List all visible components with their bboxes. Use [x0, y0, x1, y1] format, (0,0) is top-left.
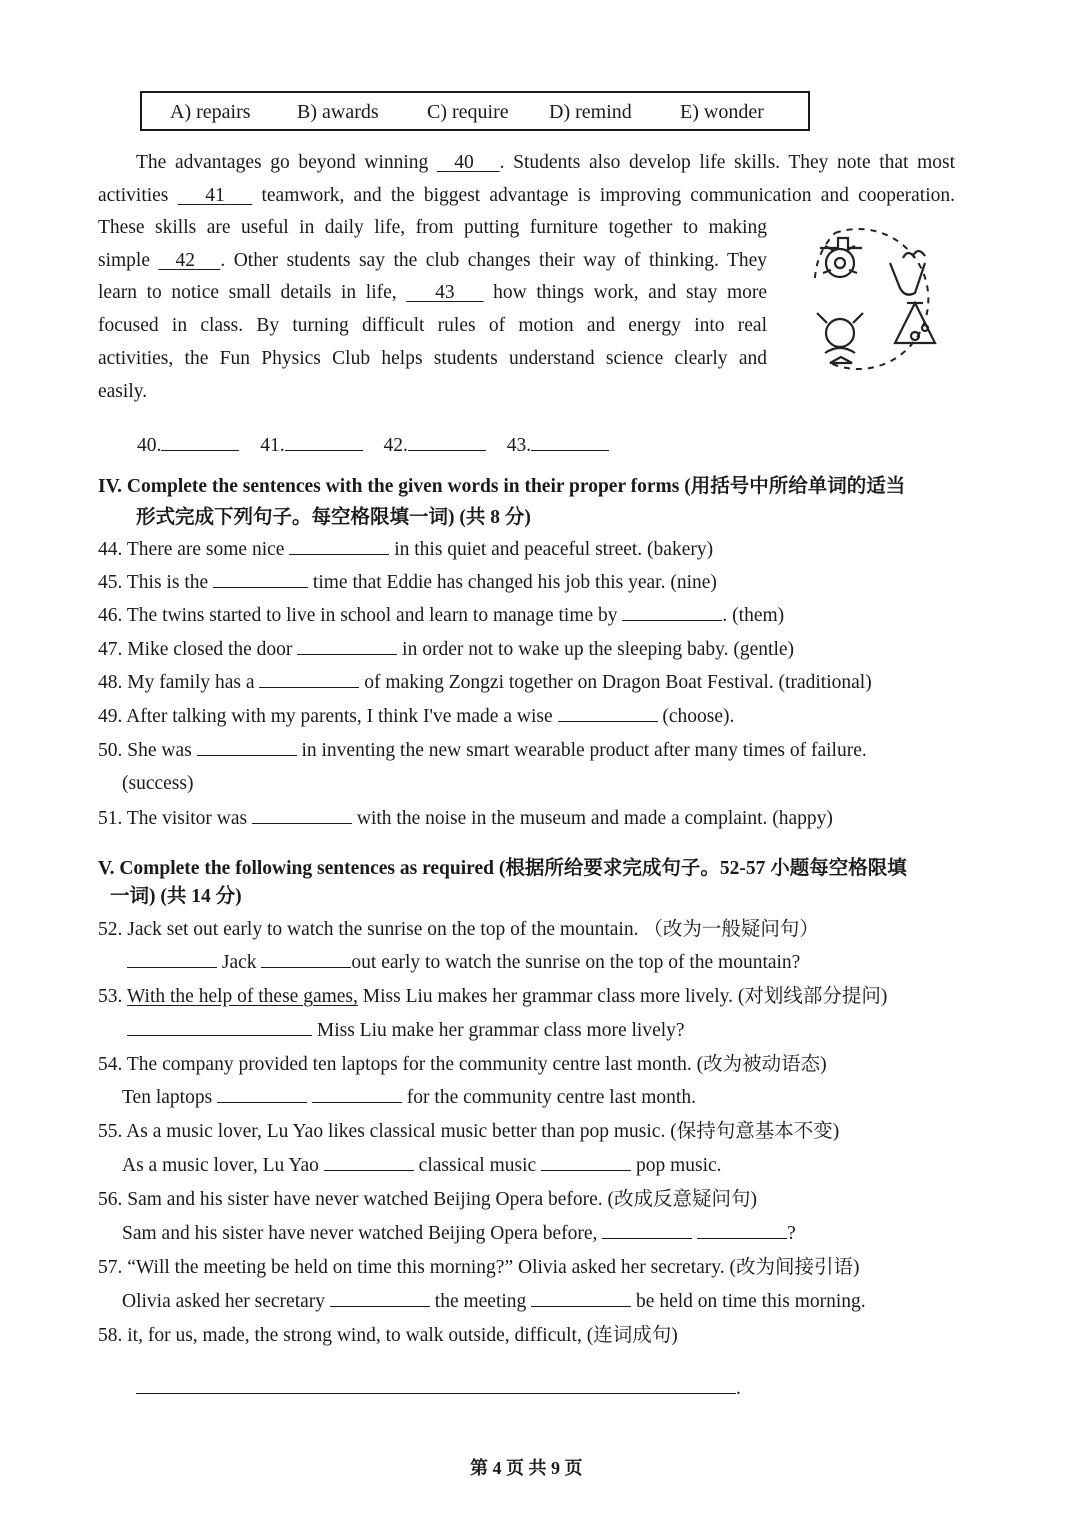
- answer-blank-42: 42: [175, 249, 195, 271]
- answer-line-40-43: 40. 41. 42. 43.: [137, 431, 609, 461]
- answer-58: .: [136, 1374, 741, 1404]
- question-48: 48. My family has a of making Zongzi together on Dragon Boat Festival. (traditional): [98, 668, 872, 698]
- question-50-cont: (success): [122, 773, 194, 794]
- question-58: 58. it, for us, made, the strong wind, to walk outside, difficult, (连词成句): [98, 1325, 678, 1346]
- question-44: 44. There are some nice in this quiet and peaceful street. (bakery): [98, 535, 713, 565]
- word-bank-box: [140, 91, 810, 131]
- question-55: 55. As a music lover, Lu Yao likes classical music better than pop music. (保持句意基本不变): [98, 1121, 840, 1142]
- question-56: 56. Sam and his sister have never watched Beijing Opera before. (改成反意疑问句): [98, 1189, 758, 1210]
- word-option: C) require: [427, 101, 509, 123]
- blank-54b[interactable]: [312, 1084, 402, 1103]
- passage-line: easily.: [98, 380, 148, 402]
- blank-44[interactable]: [289, 536, 389, 555]
- blank-52b[interactable]: [261, 949, 351, 968]
- question-57: 57. “Will the meeting be held on time this morning?” Olivia asked her secretary. (改为间接引语): [98, 1257, 860, 1278]
- blank-48[interactable]: [259, 669, 359, 688]
- blank-57a[interactable]: [330, 1288, 430, 1307]
- question-53: 53. With the help of these games, Miss Liu makes her grammar class more lively. (对划线部分提问): [98, 986, 888, 1007]
- answer-57: Olivia asked her secretary the meeting be held on time this morning.: [122, 1287, 866, 1317]
- blank-57b[interactable]: [531, 1288, 631, 1307]
- answer-52: Jack out early to watch the sunrise on the top of the mountain?: [127, 948, 800, 978]
- blank-55a[interactable]: [324, 1152, 414, 1171]
- blank-56b[interactable]: [697, 1220, 787, 1239]
- word-option: B) awards: [297, 101, 379, 123]
- question-45: 45. This is the time that Eddie has changed his job this year. (nine): [98, 568, 717, 598]
- blank-46[interactable]: [622, 602, 722, 621]
- blank-58[interactable]: [136, 1375, 736, 1394]
- blank-50[interactable]: [197, 737, 297, 756]
- blank-47[interactable]: [297, 636, 397, 655]
- question-47: 47. Mike closed the door in order not to wake up the sleeping baby. (gentle): [98, 635, 794, 665]
- blank-52a[interactable]: [127, 949, 217, 968]
- answer-55: As a music lover, Lu Yao classical music pop music.: [122, 1151, 722, 1181]
- blank-53a[interactable]: [127, 1017, 217, 1036]
- answer-56: Sam and his sister have never watched Beijing Opera before, ?: [122, 1219, 796, 1249]
- question-52: 52. Jack set out early to watch the sunrise on the top of the mountain. （改为一般疑问句）: [98, 919, 819, 940]
- answer-53: Miss Liu make her grammar class more lively?: [127, 1016, 685, 1046]
- answer-54: Ten laptops for the community centre last month.: [122, 1083, 696, 1113]
- question-46: 46. The twins started to live in school and learn to manage time by . (them): [98, 601, 784, 631]
- question-50: 50. She was in inventing the new smart wearable product after many times of failure.: [98, 736, 867, 766]
- passage-line: These skills are useful in daily life, from putting furniture together to making: [98, 217, 767, 238]
- passage-top: [98, 147, 955, 212]
- section4-title-cont: 形式完成下列句子。每空格限填一词) (共 8 分): [136, 507, 531, 528]
- science-illustration: [795, 218, 955, 378]
- passage-line: The advantages go beyond winning 40 . Students also develop life skills. They note that most: [136, 152, 956, 173]
- passage-line: learn to notice small details in life, 43 how things work, and stay more: [98, 282, 768, 304]
- blank-45[interactable]: [213, 569, 308, 588]
- blank-51[interactable]: [252, 805, 352, 824]
- passage-line: focused in class. By turning difficult rules of motion and energy into real: [98, 315, 767, 337]
- passage-line: activities, the Fun Physics Club helps students understand science clearly and: [98, 347, 767, 369]
- blank-49[interactable]: [558, 703, 658, 722]
- passage-wrapped: [98, 212, 767, 408]
- answer-blank-41: 41: [205, 184, 225, 206]
- section4-title: IV. Complete the sentences with the given words in their proper forms (用括号中所给单词的适当: [98, 476, 906, 497]
- section5-title: V. Complete the following sentences as required (根据所给要求完成句子。52-57 小题每空格限填: [98, 858, 907, 879]
- section5-title-cont: 一词) (共 14 分): [110, 886, 242, 907]
- answer-blank-40: 40: [454, 152, 474, 173]
- blank-53b[interactable]: [217, 1017, 312, 1036]
- word-option: A) repairs: [170, 101, 251, 123]
- question-54: 54. The company provided ten laptops for the community centre last month. (改为被动语态): [98, 1054, 827, 1075]
- passage-line: simple 42 . Other students say the club changes their way of thinking. They: [98, 249, 768, 271]
- blank-56a[interactable]: [602, 1220, 692, 1239]
- blank-55b[interactable]: [541, 1152, 631, 1171]
- question-49: 49. After talking with my parents, I think I've made a wise (choose).: [98, 702, 734, 732]
- word-option: D) remind: [549, 101, 632, 123]
- answer-blank-43: 43: [435, 282, 455, 304]
- question-51: 51. The visitor was with the noise in the museum and made a complaint. (happy): [98, 804, 833, 834]
- passage-line: activities 41 teamwork, and the biggest advantage is improving communication and cooperation.: [98, 184, 956, 206]
- word-option: E) wonder: [680, 101, 764, 123]
- page-footer: 第 4 页 共 9 页: [470, 1458, 583, 1478]
- blank-54a[interactable]: [217, 1084, 307, 1103]
